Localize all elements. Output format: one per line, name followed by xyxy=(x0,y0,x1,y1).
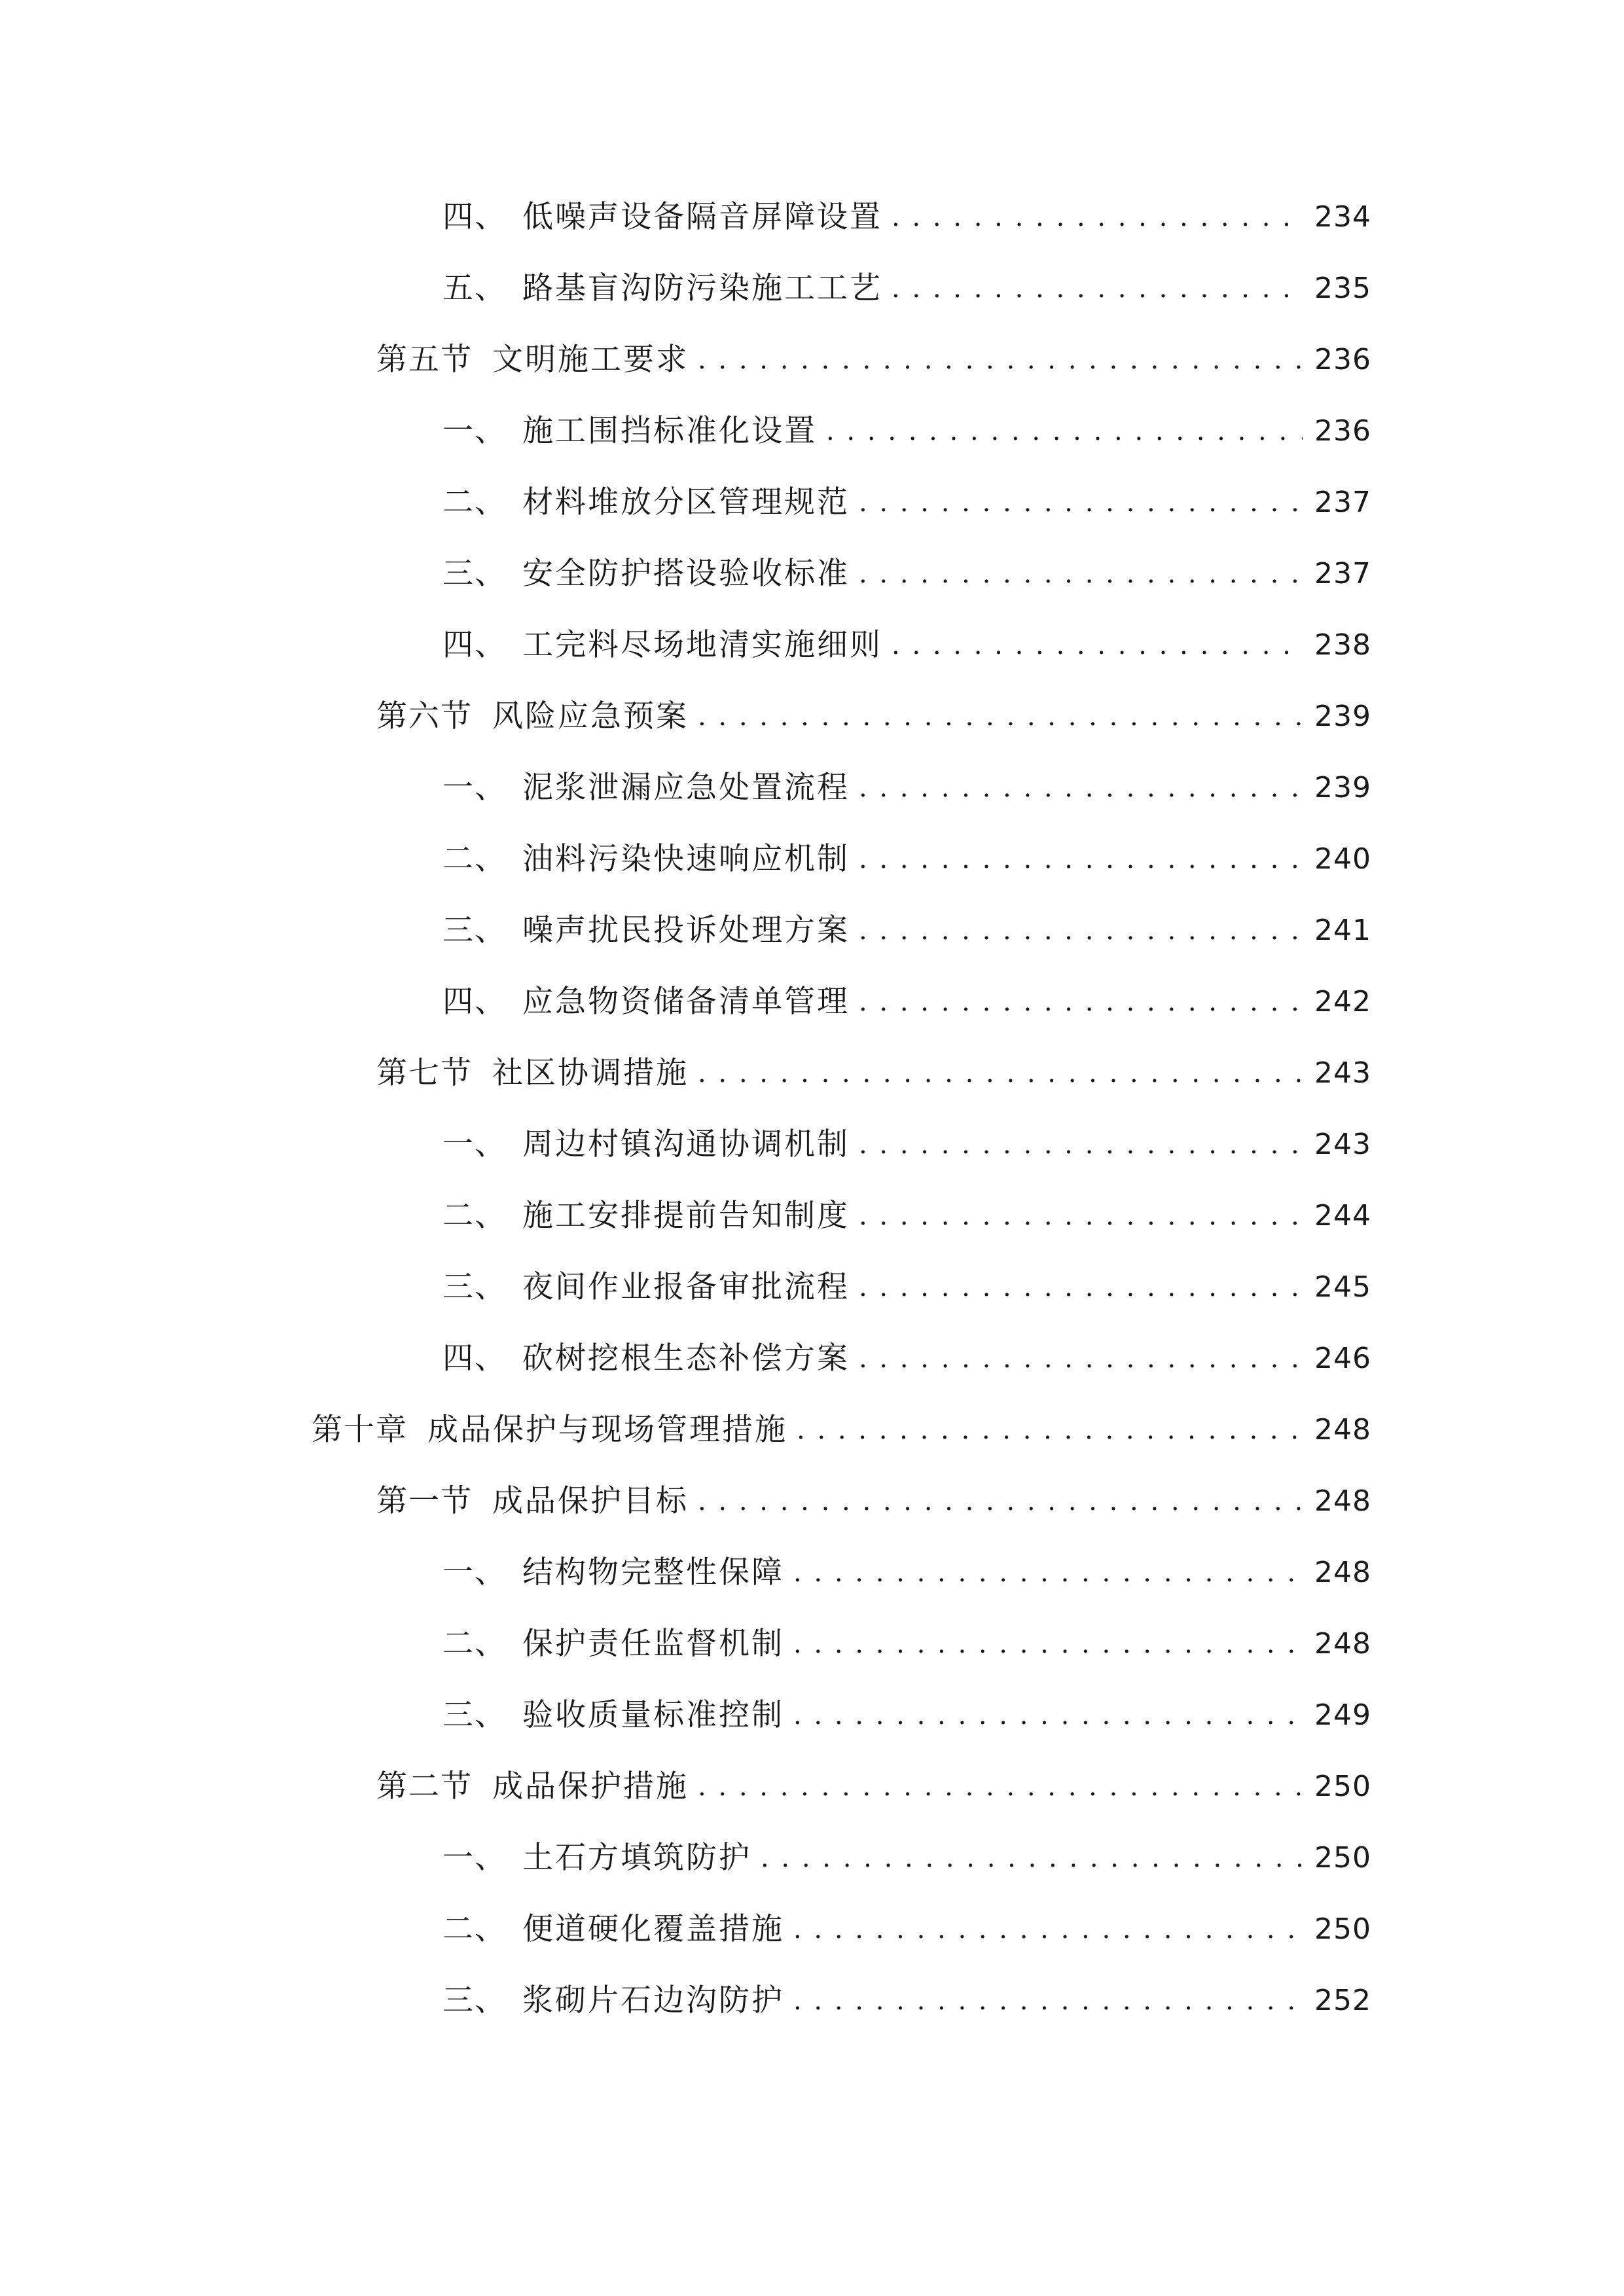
dot-leader xyxy=(797,1404,1303,1456)
toc-entry[interactable] xyxy=(0,191,1624,243)
toc-entry[interactable] xyxy=(0,548,1624,600)
toc-entry-title: 工完料尽场地清实施细则 xyxy=(522,627,882,663)
toc-entry-number: 一、 xyxy=(442,770,507,806)
toc-entry-title: 结构物完整性保障 xyxy=(522,1554,784,1590)
toc-entry-number: 三、 xyxy=(442,1697,507,1733)
toc-entry-page: 238 xyxy=(1314,628,1371,662)
toc-entry[interactable] xyxy=(0,1903,1624,1956)
toc-entry-number: 二、 xyxy=(442,1911,507,1947)
toc-entry[interactable] xyxy=(0,905,1624,957)
toc-entry[interactable] xyxy=(0,1547,1624,1599)
dot-leader xyxy=(698,1475,1303,1528)
toc-entry-page: 242 xyxy=(1314,985,1371,1018)
toc-entry-page: 234 xyxy=(1314,200,1371,234)
toc-entry-number: 第六节 xyxy=(376,698,473,734)
toc-entry[interactable] xyxy=(0,1261,1624,1314)
dot-leader xyxy=(698,334,1303,386)
toc-entry-title: 应急物资储备清单管理 xyxy=(522,984,850,1020)
toc-entry-title: 施工围挡标准化设置 xyxy=(522,413,817,449)
toc-entry-number: 二、 xyxy=(442,1198,507,1234)
toc-entry[interactable] xyxy=(0,1333,1624,1385)
toc-entry[interactable] xyxy=(0,1689,1624,1742)
toc-entry-page: 248 xyxy=(1314,1556,1371,1589)
toc-entry-title: 泥浆泄漏应急处置流程 xyxy=(522,770,850,806)
toc-entry-title: 路基盲沟防污染施工工艺 xyxy=(522,270,882,306)
toc-entry[interactable] xyxy=(0,691,1624,743)
toc-entry-page: 249 xyxy=(1314,1698,1371,1732)
toc-entry-page: 240 xyxy=(1314,842,1371,876)
dot-leader xyxy=(859,1261,1303,1314)
dot-leader xyxy=(761,1832,1303,1884)
toc-entry-number: 一、 xyxy=(442,413,507,449)
toc-entry[interactable] xyxy=(0,1475,1624,1528)
toc-entry-title: 噪声扰民投诉处理方案 xyxy=(522,912,850,948)
toc-entry-page: 236 xyxy=(1314,343,1371,376)
toc-entry-page: 243 xyxy=(1314,1128,1371,1161)
dot-leader xyxy=(698,691,1303,743)
toc-entry[interactable] xyxy=(0,619,1624,672)
dot-leader xyxy=(859,1119,1303,1171)
toc-entry[interactable] xyxy=(0,1404,1624,1456)
toc-entry-page: 241 xyxy=(1314,914,1371,947)
toc-entry[interactable] xyxy=(0,1190,1624,1242)
dot-leader xyxy=(859,762,1303,814)
toc-entry-title: 文明施工要求 xyxy=(492,342,689,378)
toc-entry-number: 五、 xyxy=(442,270,507,306)
dot-leader xyxy=(859,905,1303,957)
toc-entry-title: 土石方填筑防护 xyxy=(522,1840,751,1876)
toc-entry-number: 四、 xyxy=(442,627,507,663)
dot-leader xyxy=(859,476,1303,529)
toc-entry-number: 三、 xyxy=(442,1982,507,2018)
toc-entry-number: 第一节 xyxy=(376,1483,473,1519)
toc-entry-title: 便道硬化覆盖措施 xyxy=(522,1911,784,1947)
toc-entry-number: 二、 xyxy=(442,1626,507,1662)
dot-leader xyxy=(793,1618,1303,1670)
toc-entry-title: 油料污染快速响应机制 xyxy=(522,841,850,877)
toc-entry-title: 砍树挖根生态补偿方案 xyxy=(522,1340,850,1376)
toc-entry[interactable] xyxy=(0,1761,1624,1813)
toc-entry-page: 252 xyxy=(1314,1984,1371,2017)
dot-leader xyxy=(859,1190,1303,1242)
toc-entry-title: 浆砌片石边沟防护 xyxy=(522,1982,784,2018)
toc-entry-number: 第五节 xyxy=(376,342,473,378)
dot-leader xyxy=(826,405,1303,457)
toc-entry[interactable] xyxy=(0,762,1624,814)
toc-entry-title: 施工安排提前告知制度 xyxy=(522,1198,850,1234)
toc-entry-number: 第十章 xyxy=(312,1412,408,1448)
toc-entry[interactable] xyxy=(0,1975,1624,2027)
toc-entry-number: 一、 xyxy=(442,1126,507,1162)
toc-entry-number: 一、 xyxy=(442,1840,507,1876)
toc-entry-page: 239 xyxy=(1314,771,1371,804)
toc-entry-title: 成品保护与现场管理措施 xyxy=(427,1412,787,1448)
toc-entry-number: 四、 xyxy=(442,984,507,1020)
dot-leader xyxy=(859,976,1303,1028)
toc-entry-page: 245 xyxy=(1314,1270,1371,1304)
dot-leader xyxy=(793,1689,1303,1742)
dot-leader xyxy=(859,833,1303,886)
toc-entry-page: 243 xyxy=(1314,1056,1371,1090)
toc-entry[interactable] xyxy=(0,1047,1624,1100)
toc-entry-number: 一、 xyxy=(442,1554,507,1590)
toc-entry-page: 248 xyxy=(1314,1484,1371,1518)
toc-entry[interactable] xyxy=(0,476,1624,529)
toc-entry-number: 四、 xyxy=(442,1340,507,1376)
toc-entry-title: 社区协调措施 xyxy=(492,1055,689,1091)
toc-entry-number: 第七节 xyxy=(376,1055,473,1091)
toc-entry-page: 250 xyxy=(1314,1841,1371,1874)
dot-leader xyxy=(859,548,1303,600)
toc-entry-page: 250 xyxy=(1314,1770,1371,1803)
toc-entry-title: 成品保护措施 xyxy=(492,1768,689,1804)
dot-leader xyxy=(892,619,1303,672)
toc-entry-page: 239 xyxy=(1314,700,1371,733)
toc-entry[interactable] xyxy=(0,833,1624,886)
toc-entry-number: 第二节 xyxy=(376,1768,473,1804)
toc-entry-title: 风险应急预案 xyxy=(492,698,689,734)
toc-entry-page: 248 xyxy=(1314,1627,1371,1660)
dot-leader xyxy=(892,262,1303,315)
toc-entry[interactable] xyxy=(0,976,1624,1028)
dot-leader xyxy=(793,1547,1303,1599)
dot-leader xyxy=(892,191,1303,243)
toc-entry-page: 237 xyxy=(1314,557,1371,590)
dot-leader xyxy=(859,1333,1303,1385)
dot-leader xyxy=(698,1761,1303,1813)
toc-entry-page: 244 xyxy=(1314,1199,1371,1232)
toc-entry-page: 235 xyxy=(1314,272,1371,305)
toc-entry[interactable] xyxy=(0,262,1624,315)
toc-entry-page: 237 xyxy=(1314,486,1371,519)
toc-entry-page: 246 xyxy=(1314,1342,1371,1375)
toc-entry-title: 周边村镇沟通协调机制 xyxy=(522,1126,850,1162)
toc-entry-title: 材料堆放分区管理规范 xyxy=(522,484,850,520)
toc-entry-number: 三、 xyxy=(442,912,507,948)
toc-entry-title: 夜间作业报备审批流程 xyxy=(522,1269,850,1305)
toc-entry-page: 236 xyxy=(1314,414,1371,448)
toc-entry-title: 验收质量标准控制 xyxy=(522,1697,784,1733)
toc-entry[interactable] xyxy=(0,1119,1624,1171)
toc-entry-number: 四、 xyxy=(442,199,507,235)
toc-entry-title: 低噪声设备隔音屏障设置 xyxy=(522,199,882,235)
toc-entry-page: 250 xyxy=(1314,1912,1371,1946)
toc-entry[interactable] xyxy=(0,1618,1624,1670)
toc-entry-title: 安全防护搭设验收标准 xyxy=(522,556,850,592)
toc-entry-number: 二、 xyxy=(442,841,507,877)
toc-entry-title: 成品保护目标 xyxy=(492,1483,689,1519)
toc-entry-number: 三、 xyxy=(442,1269,507,1305)
toc-entry-title: 保护责任监督机制 xyxy=(522,1626,784,1662)
toc-entry-number: 二、 xyxy=(442,484,507,520)
toc-entry-page: 248 xyxy=(1314,1413,1371,1446)
toc-entry[interactable] xyxy=(0,334,1624,386)
dot-leader xyxy=(793,1903,1303,1956)
toc-entry[interactable] xyxy=(0,405,1624,457)
dot-leader xyxy=(793,1975,1303,2027)
dot-leader xyxy=(698,1047,1303,1100)
toc-entry[interactable] xyxy=(0,1832,1624,1884)
toc-entry-number: 三、 xyxy=(442,556,507,592)
